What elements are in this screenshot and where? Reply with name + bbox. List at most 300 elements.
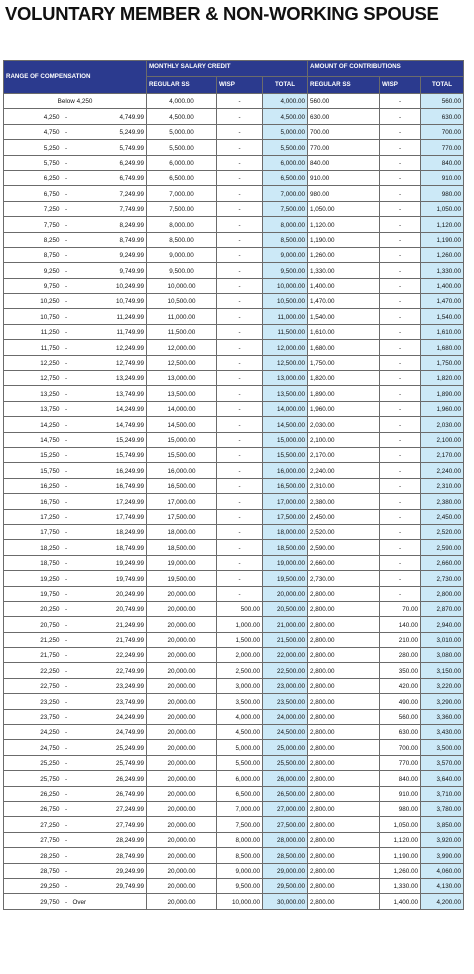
range-dash-cell: -	[62, 771, 71, 786]
msc-total-cell: 19,500.00	[263, 571, 308, 586]
contrib-wisp-cell: 210.00	[380, 632, 421, 647]
table-row	[4, 386, 464, 401]
contrib-total-cell: 1,820.00	[421, 371, 464, 386]
msc-total-cell: 25,000.00	[263, 740, 308, 755]
contrib-regular-cell: 840.00	[308, 155, 380, 170]
range-from-cell: 15,750	[4, 463, 62, 478]
contrib-regular-cell: 2,800.00	[308, 863, 380, 878]
msc-total-cell: 12,500.00	[263, 355, 308, 370]
msc-regular-cell: 20,000.00	[147, 878, 217, 893]
contrib-regular-cell: 1,190.00	[308, 232, 380, 247]
page-title: VOLUNTARY MEMBER & NON-WORKING SPOUSE	[5, 3, 439, 24]
msc-regular-cell: 17,000.00	[147, 494, 217, 509]
msc-wisp-cell: 500.00	[217, 601, 263, 616]
range-dash-cell: -	[62, 309, 71, 324]
range-to-cell: 19,749.99	[71, 571, 147, 586]
header-contrib-wisp: WISP	[380, 77, 421, 94]
msc-wisp-cell: 6,500.00	[217, 786, 263, 801]
msc-total-cell: 14,000.00	[263, 401, 308, 416]
msc-regular-cell: 20,000.00	[147, 632, 217, 647]
contrib-total-cell: 2,520.00	[421, 524, 464, 539]
range-from-cell: 6,250	[4, 170, 62, 185]
range-to-cell: 8,749.99	[71, 232, 147, 247]
msc-regular-cell: 9,000.00	[147, 247, 217, 262]
contrib-wisp-cell: 840.00	[380, 771, 421, 786]
contrib-regular-cell: 2,800.00	[308, 786, 380, 801]
range-from-cell: 22,250	[4, 663, 62, 678]
msc-regular-cell: 20,000.00	[147, 617, 217, 632]
msc-wisp-cell: -	[217, 232, 263, 247]
msc-regular-cell: 13,500.00	[147, 386, 217, 401]
range-to-cell: 5,749.99	[71, 140, 147, 155]
table-row	[4, 417, 464, 432]
range-dash-cell: -	[62, 586, 71, 601]
msc-regular-cell: 11,000.00	[147, 309, 217, 324]
contrib-wisp-cell: 350.00	[380, 663, 421, 678]
range-dash-cell: -	[62, 709, 71, 724]
contrib-total-cell: 3,220.00	[421, 678, 464, 693]
range-dash-cell: -	[62, 878, 71, 893]
contrib-wisp-cell: -	[380, 294, 421, 309]
msc-wisp-cell: -	[217, 170, 263, 185]
range-to-cell: 11,749.99	[71, 324, 147, 339]
table-row	[4, 740, 464, 755]
msc-total-cell: 5,000.00	[263, 124, 308, 139]
range-to-cell: 28,249.99	[71, 832, 147, 847]
msc-wisp-cell: 7,500.00	[217, 817, 263, 832]
contrib-regular-cell: 2,800.00	[308, 586, 380, 601]
contrib-regular-cell: 910.00	[308, 170, 380, 185]
contrib-regular-cell: 1,540.00	[308, 309, 380, 324]
msc-total-cell: 14,500.00	[263, 417, 308, 432]
table-row	[4, 124, 464, 139]
contrib-regular-cell: 2,590.00	[308, 540, 380, 555]
range-from-cell: 7,250	[4, 201, 62, 216]
msc-regular-cell: 9,500.00	[147, 263, 217, 278]
msc-regular-cell: 16,000.00	[147, 463, 217, 478]
range-from-cell: 5,250	[4, 140, 62, 155]
msc-wisp-cell: -	[217, 586, 263, 601]
contrib-regular-cell: 1,750.00	[308, 355, 380, 370]
range-to-cell: 8,249.99	[71, 217, 147, 232]
range-to-cell: 11,249.99	[71, 309, 147, 324]
range-dash-cell: -	[62, 832, 71, 847]
contrib-regular-cell: 1,470.00	[308, 294, 380, 309]
contrib-wisp-cell: -	[380, 201, 421, 216]
table-row	[4, 278, 464, 293]
range-from-cell: 23,750	[4, 709, 62, 724]
range-to-cell: 26,749.99	[71, 786, 147, 801]
range-to-cell: 6,749.99	[71, 170, 147, 185]
contrib-regular-cell: 980.00	[308, 186, 380, 201]
msc-total-cell: 7,500.00	[263, 201, 308, 216]
range-dash-cell: -	[62, 601, 71, 616]
range-from-cell: 9,750	[4, 278, 62, 293]
contrib-wisp-cell: 1,050.00	[380, 817, 421, 832]
contrib-regular-cell: 2,800.00	[308, 601, 380, 616]
range-from-cell: 4,250	[4, 109, 62, 124]
contrib-wisp-cell: -	[380, 401, 421, 416]
header-range-of-compensation: RANGE OF COMPENSATION	[4, 61, 147, 94]
range-dash-cell: -	[62, 186, 71, 201]
msc-total-cell: 8,000.00	[263, 217, 308, 232]
msc-regular-cell: 20,000.00	[147, 848, 217, 863]
table-row	[4, 432, 464, 447]
msc-regular-cell: 12,500.00	[147, 355, 217, 370]
msc-regular-cell: 20,000.00	[147, 663, 217, 678]
msc-total-cell: 6,000.00	[263, 155, 308, 170]
range-to-cell: 29,249.99	[71, 863, 147, 878]
range-to-cell: 27,749.99	[71, 817, 147, 832]
table-row	[4, 140, 464, 155]
contrib-wisp-cell: 1,190.00	[380, 848, 421, 863]
contrib-wisp-cell: -	[380, 217, 421, 232]
msc-wisp-cell: -	[217, 447, 263, 462]
range-dash-cell: -	[62, 263, 71, 278]
range-to-cell: 20,749.99	[71, 601, 147, 616]
contrib-total-cell: 1,120.00	[421, 217, 464, 232]
table-row	[4, 848, 464, 863]
msc-regular-cell: 10,000.00	[147, 278, 217, 293]
range-dash-cell: -	[62, 540, 71, 555]
range-to-cell: 15,249.99	[71, 432, 147, 447]
range-dash-cell: -	[62, 278, 71, 293]
range-from-cell: 9,250	[4, 263, 62, 278]
contrib-wisp-cell: 700.00	[380, 740, 421, 755]
msc-wisp-cell: 6,000.00	[217, 771, 263, 786]
range-dash-cell: -	[62, 524, 71, 539]
msc-total-cell: 4,500.00	[263, 109, 308, 124]
table-row	[4, 340, 464, 355]
msc-wisp-cell: 5,000.00	[217, 740, 263, 755]
table-row	[4, 294, 464, 309]
contrib-wisp-cell: -	[380, 155, 421, 170]
table-row	[4, 401, 464, 416]
range-from-cell: 28,250	[4, 848, 62, 863]
range-dash-cell: -	[62, 817, 71, 832]
msc-total-cell: 24,000.00	[263, 709, 308, 724]
range-from-cell: 20,250	[4, 601, 62, 616]
contrib-wisp-cell: -	[380, 386, 421, 401]
range-dash-cell: -	[62, 294, 71, 309]
msc-total-cell: 28,000.00	[263, 832, 308, 847]
msc-regular-cell: 8,000.00	[147, 217, 217, 232]
range-dash-cell: -	[62, 801, 71, 816]
range-dash-cell: -	[62, 848, 71, 863]
msc-regular-cell: 13,000.00	[147, 371, 217, 386]
header-msc-wisp: WISP	[217, 77, 263, 94]
range-dash-cell: -	[62, 155, 71, 170]
contrib-total-cell: 3,640.00	[421, 771, 464, 786]
contrib-wisp-cell: -	[380, 463, 421, 478]
range-from-cell: 26,750	[4, 801, 62, 816]
range-dash-cell: -	[62, 371, 71, 386]
contrib-regular-cell: 2,380.00	[308, 494, 380, 509]
msc-wisp-cell: -	[217, 401, 263, 416]
range-to-cell: 17,749.99	[71, 509, 147, 524]
range-to-cell: 4,749.99	[71, 109, 147, 124]
msc-total-cell: 11,500.00	[263, 324, 308, 339]
range-dash-cell: -	[62, 463, 71, 478]
contrib-wisp-cell: 560.00	[380, 709, 421, 724]
msc-regular-cell: 6,500.00	[147, 170, 217, 185]
contrib-total-cell: 2,170.00	[421, 447, 464, 462]
msc-regular-cell: 19,000.00	[147, 555, 217, 570]
range-dash-cell: -	[62, 617, 71, 632]
range-from-cell: 18,750	[4, 555, 62, 570]
contrib-regular-cell: 1,680.00	[308, 340, 380, 355]
table-row	[4, 524, 464, 539]
contrib-total-cell: 3,290.00	[421, 694, 464, 709]
msc-regular-cell: 10,500.00	[147, 294, 217, 309]
table-row	[4, 632, 464, 647]
contrib-regular-cell: 2,800.00	[308, 755, 380, 770]
range-from-cell: 25,250	[4, 755, 62, 770]
msc-total-cell: 29,000.00	[263, 863, 308, 878]
contrib-total-cell: 560.00	[421, 94, 464, 109]
contrib-total-cell: 700.00	[421, 124, 464, 139]
contrib-regular-cell: 2,310.00	[308, 478, 380, 493]
msc-regular-cell: 18,000.00	[147, 524, 217, 539]
msc-total-cell: 15,500.00	[263, 447, 308, 462]
msc-total-cell: 13,000.00	[263, 371, 308, 386]
range-from-cell: 8,250	[4, 232, 62, 247]
range-from-cell: 19,250	[4, 571, 62, 586]
range-dash-cell: -	[62, 247, 71, 262]
contrib-total-cell: 4,200.00	[421, 894, 464, 909]
contrib-wisp-cell: 70.00	[380, 601, 421, 616]
range-from-cell: 24,250	[4, 725, 62, 740]
contrib-wisp-cell: 1,260.00	[380, 863, 421, 878]
contrib-wisp-cell: -	[380, 232, 421, 247]
contrib-regular-cell: 2,800.00	[308, 801, 380, 816]
contrib-total-cell: 2,660.00	[421, 555, 464, 570]
contrib-total-cell: 1,890.00	[421, 386, 464, 401]
contrib-total-cell: 1,960.00	[421, 401, 464, 416]
contrib-wisp-cell: -	[380, 417, 421, 432]
msc-wisp-cell: -	[217, 109, 263, 124]
contrib-total-cell: 630.00	[421, 109, 464, 124]
table-row	[4, 817, 464, 832]
range-dash-cell: -	[62, 632, 71, 647]
table-row	[4, 601, 464, 616]
msc-regular-cell: 15,000.00	[147, 432, 217, 447]
contrib-regular-cell: 2,030.00	[308, 417, 380, 432]
table-row	[4, 155, 464, 170]
msc-wisp-cell: -	[217, 294, 263, 309]
msc-wisp-cell: -	[217, 309, 263, 324]
msc-wisp-cell: 4,500.00	[217, 725, 263, 740]
range-dash-cell: -	[62, 894, 71, 909]
msc-total-cell: 22,000.00	[263, 648, 308, 663]
range-to-cell: 21,249.99	[71, 617, 147, 632]
contrib-total-cell: 1,400.00	[421, 278, 464, 293]
range-from-cell: 14,750	[4, 432, 62, 447]
range-to-cell: 25,249.99	[71, 740, 147, 755]
contrib-total-cell: 1,260.00	[421, 247, 464, 262]
header-contrib-total: TOTAL	[421, 77, 464, 94]
msc-total-cell: 13,500.00	[263, 386, 308, 401]
range-to-cell: 13,749.99	[71, 386, 147, 401]
contrib-regular-cell: 2,800.00	[308, 709, 380, 724]
contrib-total-cell: 1,330.00	[421, 263, 464, 278]
msc-total-cell: 4,000.00	[263, 94, 308, 109]
range-from-cell: 22,750	[4, 678, 62, 693]
range-to-cell: 23,749.99	[71, 694, 147, 709]
msc-total-cell: 20,500.00	[263, 601, 308, 616]
range-below-cell: Below 4,250	[4, 94, 147, 109]
table-row	[4, 786, 464, 801]
table-row	[4, 263, 464, 278]
contrib-total-cell: 2,800.00	[421, 586, 464, 601]
contrib-total-cell: 3,500.00	[421, 740, 464, 755]
table-row	[4, 725, 464, 740]
contrib-regular-cell: 630.00	[308, 109, 380, 124]
range-to-cell: 18,249.99	[71, 524, 147, 539]
msc-wisp-cell: -	[217, 463, 263, 478]
contrib-total-cell: 2,870.00	[421, 601, 464, 616]
contrib-regular-cell: 2,800.00	[308, 694, 380, 709]
contrib-wisp-cell: -	[380, 340, 421, 355]
msc-wisp-cell: -	[217, 417, 263, 432]
msc-wisp-cell: -	[217, 217, 263, 232]
msc-wisp-cell: 9,000.00	[217, 863, 263, 878]
contrib-wisp-cell: -	[380, 432, 421, 447]
range-from-cell: 10,250	[4, 294, 62, 309]
contrib-wisp-cell: -	[380, 324, 421, 339]
contrib-total-cell: 1,540.00	[421, 309, 464, 324]
contrib-regular-cell: 2,800.00	[308, 740, 380, 755]
contrib-total-cell: 3,920.00	[421, 832, 464, 847]
header-monthly-salary-credit: MONTHLY SALARY CREDIT	[147, 61, 308, 77]
range-to-cell: 24,249.99	[71, 709, 147, 724]
msc-wisp-cell: 8,000.00	[217, 832, 263, 847]
range-from-cell: 27,750	[4, 832, 62, 847]
range-from-cell: 29,250	[4, 878, 62, 893]
table-row	[4, 571, 464, 586]
contrib-wisp-cell: -	[380, 555, 421, 570]
table-row	[4, 478, 464, 493]
range-dash-cell: -	[62, 740, 71, 755]
msc-wisp-cell: -	[217, 432, 263, 447]
range-dash-cell: -	[62, 863, 71, 878]
contrib-total-cell: 3,990.00	[421, 848, 464, 863]
msc-regular-cell: 20,000.00	[147, 832, 217, 847]
range-to-cell: 5,249.99	[71, 124, 147, 139]
msc-wisp-cell: 8,500.00	[217, 848, 263, 863]
contrib-regular-cell: 770.00	[308, 140, 380, 155]
contrib-regular-cell: 2,240.00	[308, 463, 380, 478]
msc-total-cell: 12,000.00	[263, 340, 308, 355]
range-dash-cell: -	[62, 417, 71, 432]
msc-total-cell: 8,500.00	[263, 232, 308, 247]
table-row	[4, 109, 464, 124]
contrib-total-cell: 4,060.00	[421, 863, 464, 878]
range-to-cell: 13,249.99	[71, 371, 147, 386]
msc-total-cell: 21,500.00	[263, 632, 308, 647]
range-to-cell: 27,249.99	[71, 801, 147, 816]
msc-wisp-cell: 9,500.00	[217, 878, 263, 893]
range-dash-cell: -	[62, 755, 71, 770]
msc-regular-cell: 20,000.00	[147, 894, 217, 909]
msc-wisp-cell: -	[217, 186, 263, 201]
table-row	[4, 494, 464, 509]
msc-wisp-cell: 3,500.00	[217, 694, 263, 709]
range-to-cell: 26,249.99	[71, 771, 147, 786]
range-to-cell: 15,749.99	[71, 447, 147, 462]
range-to-cell: 10,249.99	[71, 278, 147, 293]
contrib-regular-cell: 1,890.00	[308, 386, 380, 401]
contrib-total-cell: 2,940.00	[421, 617, 464, 632]
contrib-total-cell: 3,710.00	[421, 786, 464, 801]
msc-regular-cell: 20,000.00	[147, 648, 217, 663]
contrib-wisp-cell: 140.00	[380, 617, 421, 632]
contrib-regular-cell: 2,800.00	[308, 648, 380, 663]
contrib-total-cell: 3,570.00	[421, 755, 464, 770]
table-row	[4, 232, 464, 247]
range-from-cell: 28,750	[4, 863, 62, 878]
table-row	[4, 186, 464, 201]
msc-regular-cell: 7,000.00	[147, 186, 217, 201]
range-dash-cell: -	[62, 571, 71, 586]
contrib-wisp-cell: -	[380, 571, 421, 586]
range-dash-cell: -	[62, 432, 71, 447]
msc-wisp-cell: 2,500.00	[217, 663, 263, 678]
contrib-total-cell: 1,470.00	[421, 294, 464, 309]
msc-total-cell: 20,000.00	[263, 586, 308, 601]
contrib-wisp-cell: -	[380, 355, 421, 370]
range-from-cell: 13,750	[4, 401, 62, 416]
contrib-total-cell: 2,100.00	[421, 432, 464, 447]
range-from-cell: 12,250	[4, 355, 62, 370]
range-from-cell: 6,750	[4, 186, 62, 201]
msc-wisp-cell: -	[217, 386, 263, 401]
range-to-cell: 22,249.99	[71, 648, 147, 663]
header-msc-total: TOTAL	[263, 77, 308, 94]
range-to-cell: 7,749.99	[71, 201, 147, 216]
header-msc-regular-ss: REGULAR SS	[147, 77, 217, 94]
range-from-cell: 4,750	[4, 124, 62, 139]
range-dash-cell: -	[62, 509, 71, 524]
contrib-regular-cell: 2,800.00	[308, 771, 380, 786]
contrib-total-cell: 2,240.00	[421, 463, 464, 478]
msc-total-cell: 23,000.00	[263, 678, 308, 693]
range-to-cell: 16,749.99	[71, 478, 147, 493]
msc-regular-cell: 17,500.00	[147, 509, 217, 524]
contrib-total-cell: 2,310.00	[421, 478, 464, 493]
range-dash-cell: -	[62, 725, 71, 740]
range-to-cell: 16,249.99	[71, 463, 147, 478]
msc-total-cell: 28,500.00	[263, 848, 308, 863]
table-row	[4, 863, 464, 878]
msc-wisp-cell: -	[217, 540, 263, 555]
range-from-cell: 17,750	[4, 524, 62, 539]
range-from-cell: 11,250	[4, 324, 62, 339]
msc-regular-cell: 5,500.00	[147, 140, 217, 155]
table-row	[4, 463, 464, 478]
range-from-cell: 5,750	[4, 155, 62, 170]
range-to-cell: 20,249.99	[71, 586, 147, 601]
range-dash-cell: -	[62, 663, 71, 678]
table-row	[4, 201, 464, 216]
range-from-cell: 25,750	[4, 771, 62, 786]
table-row	[4, 617, 464, 632]
msc-wisp-cell: -	[217, 94, 263, 109]
contrib-total-cell: 3,780.00	[421, 801, 464, 816]
contrib-regular-cell: 2,800.00	[308, 848, 380, 863]
msc-wisp-cell: 2,000.00	[217, 648, 263, 663]
contrib-total-cell: 1,680.00	[421, 340, 464, 355]
